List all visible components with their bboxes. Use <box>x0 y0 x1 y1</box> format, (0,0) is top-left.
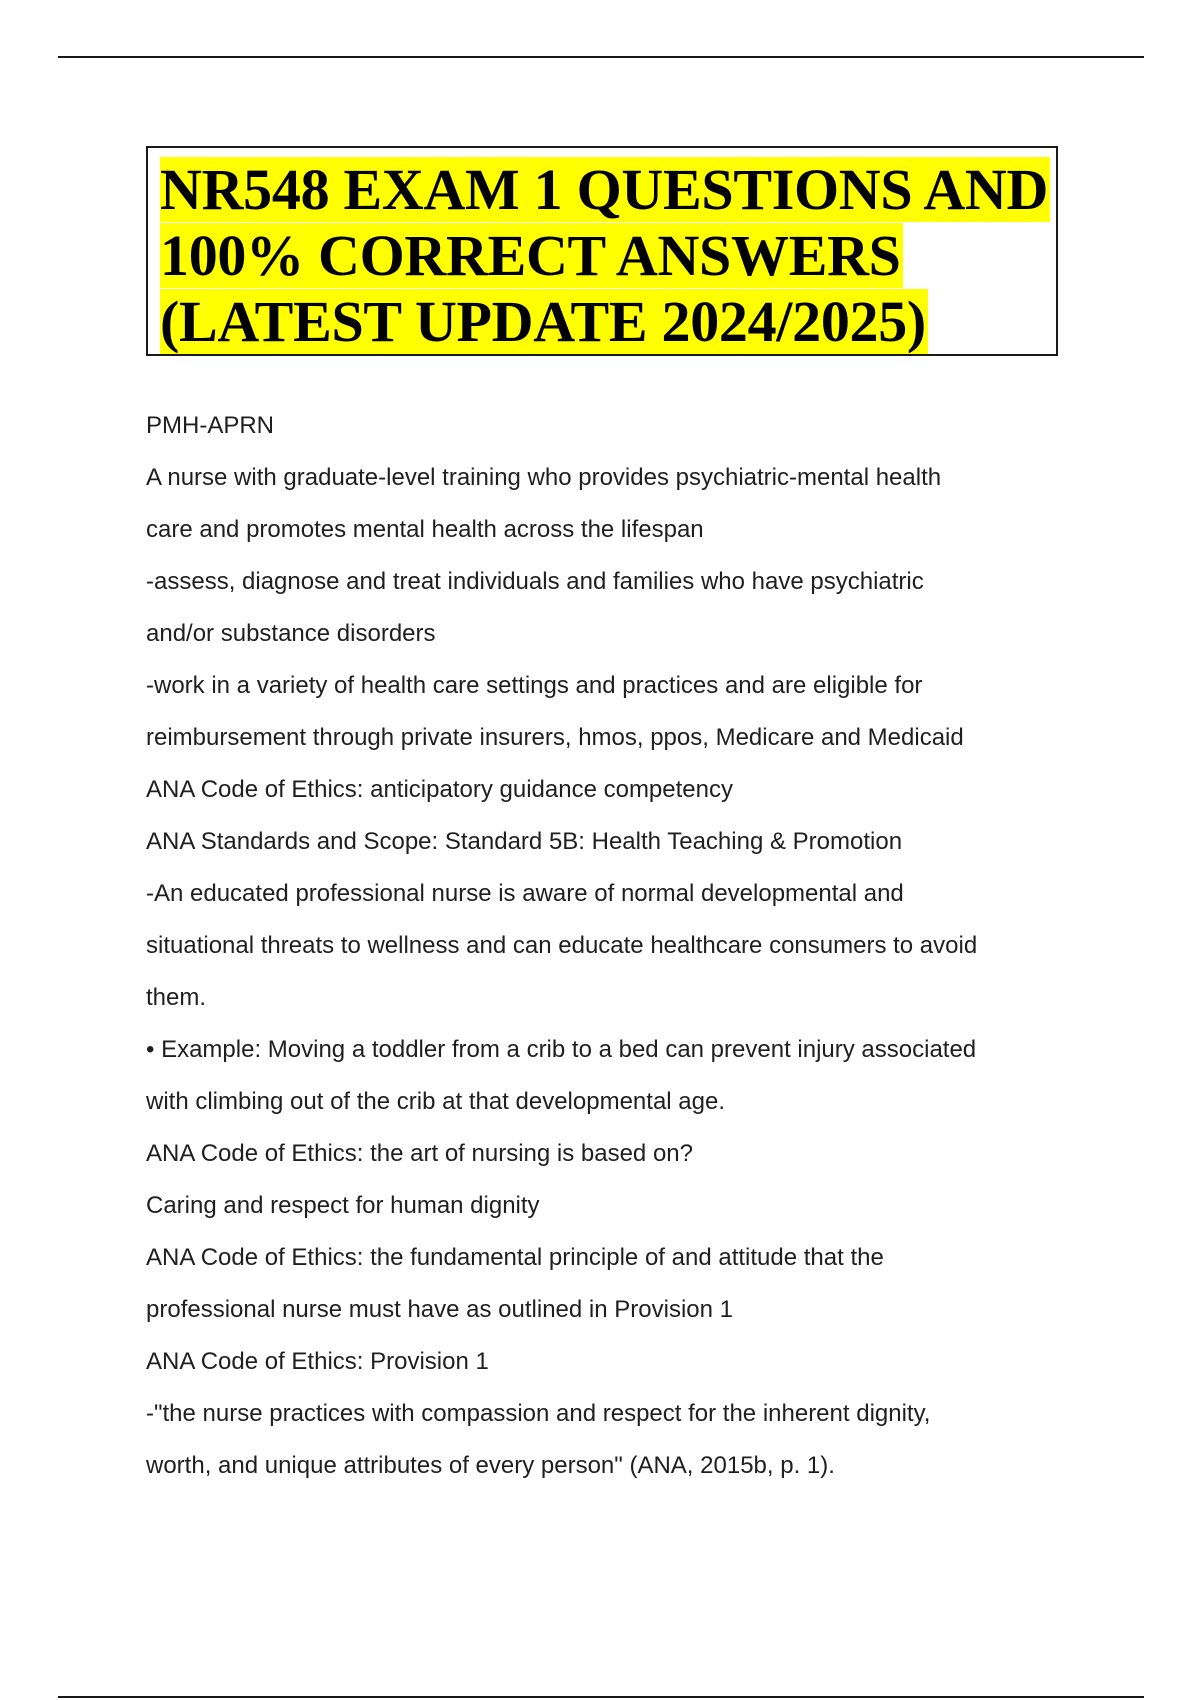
body-line: -work in a variety of health care settings and practices and are eligible for <box>146 672 923 699</box>
title-line-text: NR548 EXAM 1 QUESTIONS AND <box>160 157 1049 222</box>
title-line-text: 100% CORRECT ANSWERS <box>160 223 901 288</box>
title-line <box>160 223 1044 289</box>
body-line: Caring and respect for human dignity <box>146 1192 540 1219</box>
title-line-text: (LATEST UPDATE 2024/2025) <box>160 289 926 354</box>
top-divider <box>58 56 1144 58</box>
body-line: • Example: Moving a toddler from a crib to a bed can prevent injury associated <box>146 1036 977 1063</box>
body-line: A nurse with graduate-level training who provides psychiatric-mental health <box>146 464 942 491</box>
body-line: ANA Standards and Scope: Standard 5B: Health Teaching & Promotion <box>146 828 903 855</box>
body-line: ANA Code of Ethics: anticipatory guidance competency <box>146 776 733 803</box>
body-line: care and promotes mental health across the lifespan <box>146 516 704 543</box>
body-line: situational threats to wellness and can educate healthcare consumers to avoid <box>146 932 978 959</box>
body-line: professional nurse must have as outlined in Provision 1 <box>146 1296 733 1323</box>
body-line: -"the nurse practices with compassion and respect for the inherent dignity, <box>146 1400 931 1427</box>
body-line: PMH-APRN <box>146 412 275 439</box>
body-line: reimbursement through private insurers, hmos, ppos, Medicare and Medicaid <box>146 724 964 751</box>
body-line: them. <box>146 984 207 1011</box>
body-line: ANA Code of Ethics: the art of nursing is based on? <box>146 1140 693 1167</box>
body-line: -assess, diagnose and treat individuals and families who have psychiatric <box>146 568 924 595</box>
body-line: ANA Code of Ethics: Provision 1 <box>146 1348 489 1375</box>
document-body <box>146 400 1066 1492</box>
title-line <box>160 157 1049 223</box>
body-line: and/or substance disorders <box>146 620 436 647</box>
body-line: with climbing out of the crib at that developmental age. <box>146 1088 725 1115</box>
bottom-divider <box>58 1696 1144 1698</box>
body-line: worth, and unique attributes of every person" (ANA, 2015b, p. 1). <box>146 1452 835 1479</box>
document-title-box <box>146 146 1058 356</box>
body-line: -An educated professional nurse is aware of normal developmental and <box>146 880 904 907</box>
title-line <box>160 289 1044 355</box>
body-line: ANA Code of Ethics: the fundamental principle of and attitude that the <box>146 1244 884 1271</box>
